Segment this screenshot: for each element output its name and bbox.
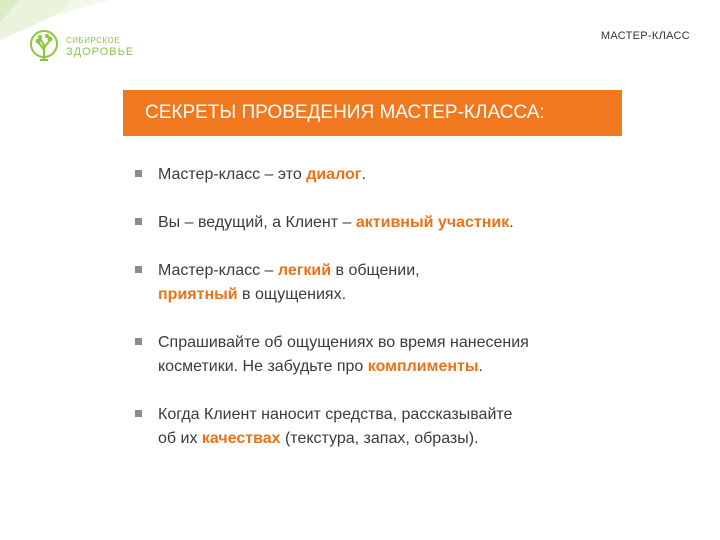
highlighted-term: диалог	[306, 166, 362, 183]
bullet-text	[158, 211, 598, 235]
bullet-text-segment: Вы – ведущий, а Клиент –	[158, 214, 356, 231]
bullet-text-segment: Когда Клиент наносит средства, рассказывайте	[158, 406, 513, 423]
bullet-text-segment: Спрашивайте об ощущениях во время нанесения	[158, 334, 529, 351]
bullet-text-segment: Мастер-класс – это	[158, 166, 307, 183]
highlighted-term: приятный	[158, 286, 238, 303]
bullet-item	[135, 163, 598, 187]
logo-text-line2: ЗДОРОВЬЕ	[66, 45, 135, 58]
bullet-item	[135, 259, 598, 307]
slide-title: СЕКРЕТЫ ПРОВЕДЕНИЯ МАСТЕР-КЛАССА:	[123, 90, 622, 136]
section-label: МАСТЕР-КЛАСС	[600, 30, 690, 42]
bullet-item	[135, 403, 598, 451]
bullet-text	[158, 403, 598, 451]
bullet-text-segment: косметики. Не забудьте про	[158, 358, 368, 375]
bullet-text-segment: в общении,	[331, 262, 420, 279]
bullet-square-icon	[135, 170, 142, 177]
logo-text-line1: СИБИРСКОЕ	[66, 35, 121, 45]
bullet-text	[158, 163, 598, 187]
bullet-text-segment: .	[478, 358, 483, 375]
bullet-text	[158, 259, 598, 307]
highlighted-term: комплименты	[367, 358, 479, 375]
highlighted-term: активный участник	[355, 214, 510, 231]
bullet-square-icon	[135, 218, 142, 225]
bullet-square-icon	[135, 410, 142, 417]
bullet-text-segment: .	[509, 214, 514, 231]
highlighted-term: легкий	[277, 262, 332, 279]
bullet-square-icon	[135, 338, 142, 345]
bullet-text-segment: .	[361, 166, 366, 183]
bullet-text-segment: Мастер-класс –	[158, 262, 278, 279]
bullet-text	[158, 331, 598, 379]
bullet-text-segment: (текстура, запах, образы).	[280, 430, 479, 447]
brand-logo	[28, 30, 134, 64]
bullet-square-icon	[135, 266, 142, 273]
bullet-text-segment: об их	[158, 430, 202, 447]
bullet-text-segment: в ощущениях.	[237, 286, 347, 303]
tree-logo-icon	[28, 30, 60, 64]
highlighted-term: качествах	[201, 430, 281, 447]
bullet-item	[135, 211, 598, 235]
bullet-item	[135, 331, 598, 379]
